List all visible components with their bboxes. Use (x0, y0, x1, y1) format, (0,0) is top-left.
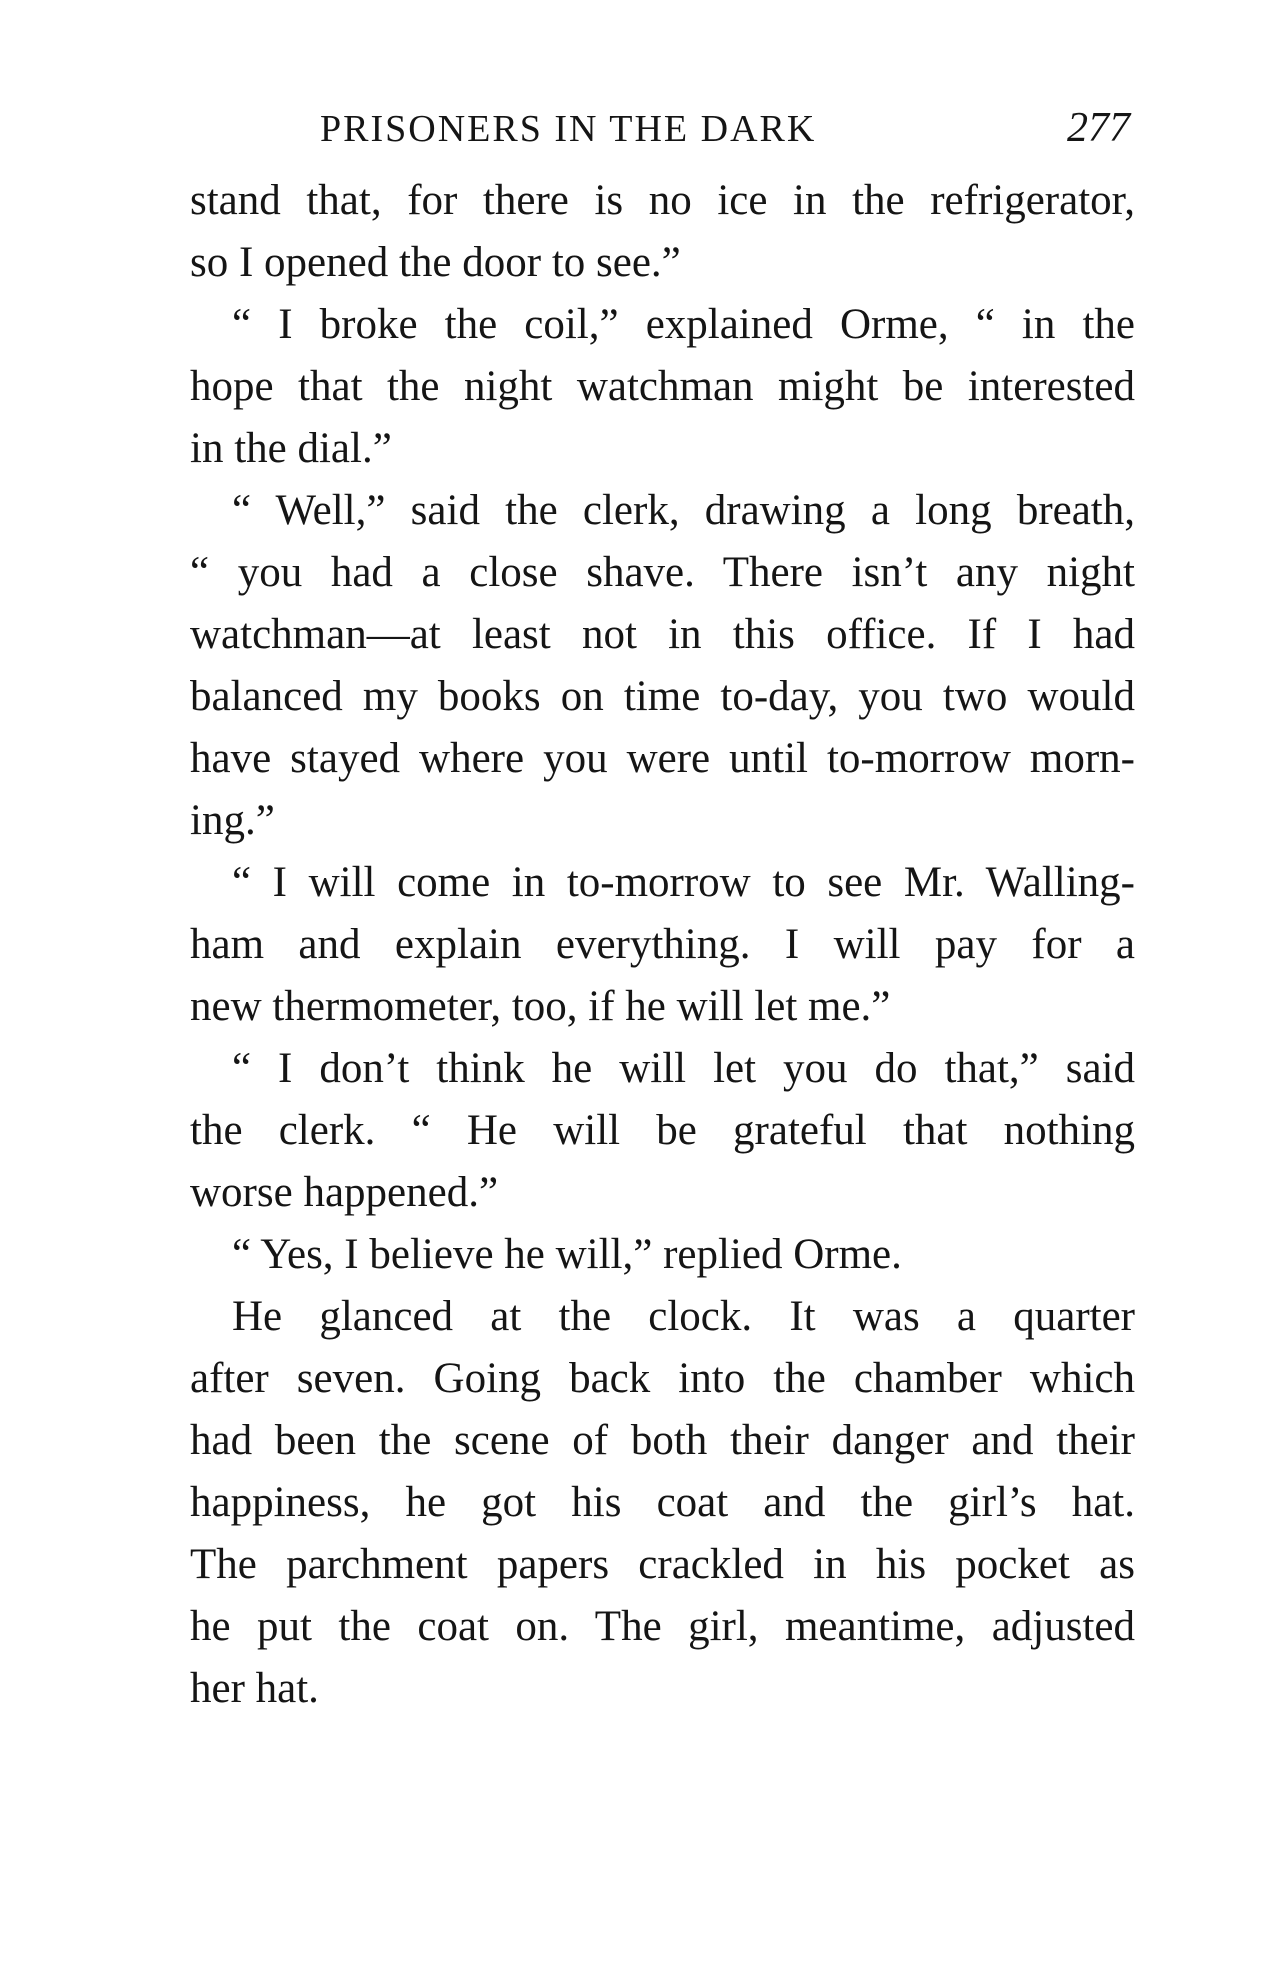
text-line: “ Yes, I believe he will,” replied Orme. (232, 1231, 902, 1278)
text-line: had been the scene of both their danger and their (190, 1417, 1135, 1464)
text-line: ing.” (190, 797, 275, 844)
text-line: worse happened.” (190, 1169, 499, 1216)
text-line: “ Well,” said the clerk, drawing a long breath, (232, 487, 1135, 534)
text-line: the clerk. “ He will be grateful that nothing (190, 1107, 1135, 1154)
text-line: ham and explain everything. I will pay for a (190, 921, 1135, 968)
text-line: have stayed where you were until to-morrow morn- (190, 735, 1135, 782)
body-text (190, 170, 1135, 1720)
text-line: he put the coat on. The girl, meantime, adjusted (190, 1603, 1135, 1650)
text-line: stand that, for there is no ice in the refrigerator, (190, 177, 1135, 224)
text-line: so I opened the door to see.” (190, 239, 681, 286)
text-line: new thermometer, too, if he will let me.” (190, 983, 891, 1030)
running-title: PRISONERS IN THE DARK (320, 108, 817, 150)
text-line: happiness, he got his coat and the girl’s hat. (190, 1479, 1135, 1526)
text-line: balanced my books on time to-day, you two would (190, 673, 1135, 720)
text-line: “ I will come in to-morrow to see Mr. Walling- (232, 859, 1135, 906)
text-line: in the dial.” (190, 425, 392, 472)
text-line: The parchment papers crackled in his pocket as (190, 1541, 1135, 1588)
text-line: her hat. (190, 1665, 319, 1712)
text-line: He glanced at the clock. It was a quarter (232, 1293, 1135, 1340)
text-line: watchman—at least not in this office. If I had (190, 611, 1135, 658)
text-line: after seven. Going back into the chamber which (190, 1355, 1135, 1402)
text-line: “ I don’t think he will let you do that,” said (232, 1045, 1135, 1092)
text-line: “ you had a close shave. There isn’t any night (190, 549, 1135, 596)
page-header (320, 104, 1130, 154)
text-line: “ I broke the coil,” explained Orme, “ in the (232, 301, 1135, 348)
text-line: hope that the night watchman might be interested (190, 363, 1135, 410)
page-number: 277 (1067, 105, 1130, 151)
